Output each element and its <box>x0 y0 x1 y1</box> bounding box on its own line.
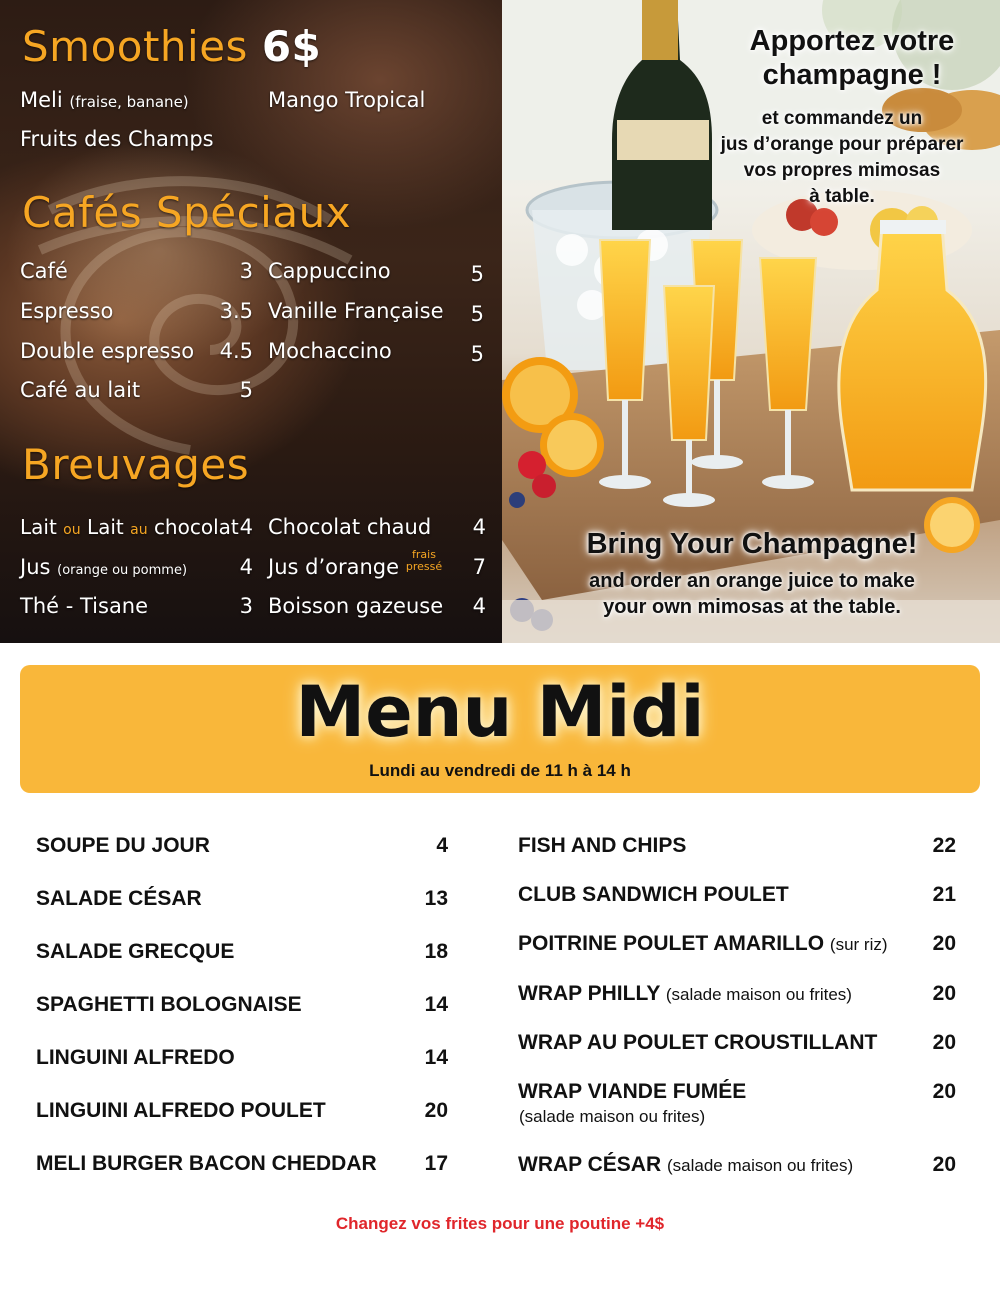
cafe-price: 3.5 <box>219 299 253 323</box>
promo-fr-title <box>702 24 1000 92</box>
lunch-item: CLUB SANDWICH POULET <box>518 883 789 906</box>
cafe-price: 5 <box>470 262 484 286</box>
lunch-price: 4 <box>436 834 448 857</box>
cafe-price: 5 <box>239 378 253 402</box>
lunch-price: 20 <box>932 1031 956 1054</box>
item-name: WRAP CÉSAR <box>518 1153 662 1176</box>
lunch-item-note: (salade maison ou frites) <box>519 1107 706 1126</box>
cafe-item: Espresso <box>20 299 114 323</box>
breuvage-item: Chocolat chaud <box>268 515 432 539</box>
promo-title-line: champagne ! <box>762 59 942 91</box>
item-note: (fraise, banane) <box>69 93 189 111</box>
cafe-price: 5 <box>470 342 484 366</box>
item-name: WRAP PHILLY <box>518 982 660 1005</box>
tag-line: frais <box>412 548 436 561</box>
breuvage-price: 4 <box>239 555 253 579</box>
promo-en-text <box>542 568 962 620</box>
promo-en-title: Bring Your Champagne! <box>586 528 918 560</box>
item-note: (salade maison ou frites) <box>665 985 852 1004</box>
promo-line: et commandez un <box>761 108 923 129</box>
lunch-item: FISH AND CHIPS <box>518 834 687 857</box>
cafe-price: 4.5 <box>219 339 253 363</box>
breuvage-price: 3 <box>239 594 253 618</box>
menu-midi-banner <box>20 665 980 793</box>
lunch-item-philly <box>518 982 852 1006</box>
lunch-price: 20 <box>932 1080 956 1103</box>
smoothie-meli <box>20 88 189 112</box>
breuvage-lait <box>20 515 239 539</box>
lunch-price: 20 <box>932 982 956 1005</box>
cafe-price: 3 <box>239 259 253 283</box>
item-note: (salade maison ou frites) <box>666 1156 854 1175</box>
lunch-item: LINGUINI ALFREDO POULET <box>36 1099 326 1122</box>
poutine-upgrade-note: Changez vos frites pour une poutine +4$ <box>335 1214 665 1233</box>
breuvage-price: 4 <box>472 515 486 539</box>
lunch-item: SALADE CÉSAR <box>36 887 202 910</box>
lunch-price: 22 <box>932 834 956 857</box>
breuvage-price: 4 <box>472 594 486 618</box>
lunch-price: 13 <box>424 887 448 910</box>
tag-line: pressé <box>405 560 443 573</box>
promo-line: à table. <box>809 186 875 207</box>
cafes-title: Cafés Spéciaux <box>22 188 352 237</box>
item-name: Jus <box>20 555 51 579</box>
item-name: Meli <box>20 88 63 112</box>
lunch-price: 20 <box>932 1153 956 1176</box>
item-connector: au <box>130 522 148 538</box>
frais-presse-tag <box>402 549 446 573</box>
lunch-item: SOUPE DU JOUR <box>36 834 210 857</box>
breuvage-the: Thé - Tisane <box>20 594 149 618</box>
lunch-price: 14 <box>424 993 448 1016</box>
promo-line: your own mimosas at the table. <box>603 596 901 618</box>
breuvage-item: Boisson gazeuse <box>268 594 444 618</box>
lunch-price: 18 <box>424 940 448 963</box>
item-name: Lait <box>20 515 57 539</box>
mimosa-photo-panel <box>502 0 1000 643</box>
breuvage-item: Jus d’orange <box>268 555 400 579</box>
item-name: Fruits des Champs <box>20 127 214 151</box>
cafe-item: Double espresso <box>20 339 195 363</box>
cafe-item: Café <box>20 259 68 283</box>
item-note: (sur riz) <box>829 935 888 954</box>
cafe-item: Café au lait <box>20 378 141 402</box>
lunch-item: SALADE GRECQUE <box>36 940 235 963</box>
lunch-item-cesar-wrap <box>518 1153 853 1177</box>
lunch-item: SPAGHETTI BOLOGNAISE <box>36 993 302 1016</box>
lunch-price: 21 <box>932 883 956 906</box>
item-name: Mango Tropical <box>268 88 426 112</box>
cafe-item: Vanille Française <box>268 299 444 323</box>
lunch-item: WRAP VIANDE FUMÉE <box>518 1080 747 1103</box>
promo-line: and order an orange juice to make <box>589 570 915 592</box>
lunch-price: 20 <box>932 932 956 955</box>
cafe-price: 5 <box>470 302 484 326</box>
cafe-item: Mochaccino <box>268 339 392 363</box>
promo-fr-text <box>692 106 992 210</box>
promo-line: vos propres mimosas <box>743 160 941 181</box>
menu-midi-hours: Lundi au vendredi de 11 h à 14 h <box>369 761 631 780</box>
lunch-item: LINGUINI ALFREDO <box>36 1046 235 1069</box>
breuvages-title: Breuvages <box>22 440 250 489</box>
item-connector: ou <box>63 522 81 538</box>
breuvage-price: 7 <box>472 555 486 579</box>
lunch-price: 14 <box>424 1046 448 1069</box>
lunch-item: WRAP AU POULET CROUSTILLANT <box>518 1031 878 1054</box>
breuvage-jus <box>20 555 187 579</box>
cafe-item: Cappuccino <box>268 259 391 283</box>
lunch-price: 17 <box>424 1152 448 1175</box>
item-name: Lait <box>86 515 124 539</box>
promo-title-line: Apportez votre <box>749 25 955 57</box>
smoothie-fruits <box>20 127 214 151</box>
item-name: POITRINE POULET AMARILLO <box>518 932 825 955</box>
lunch-price: 20 <box>424 1099 448 1122</box>
lunch-item-amarillo <box>518 932 888 956</box>
menu-midi-title: Menu Midi <box>295 671 705 753</box>
item-note: (orange ou pomme) <box>57 563 188 578</box>
lunch-item: MELI BURGER BACON CHEDDAR <box>36 1152 377 1175</box>
smoothies-price: 6$ <box>261 22 322 71</box>
item-name: chocolat <box>153 515 239 539</box>
drinks-panel <box>0 0 502 643</box>
promo-line: jus d’orange pour préparer <box>720 134 964 155</box>
smoothies-heading <box>22 22 321 71</box>
smoothies-title: Smoothies <box>22 22 248 71</box>
smoothie-mango <box>268 88 425 112</box>
breuvage-price: 4 <box>239 515 253 539</box>
